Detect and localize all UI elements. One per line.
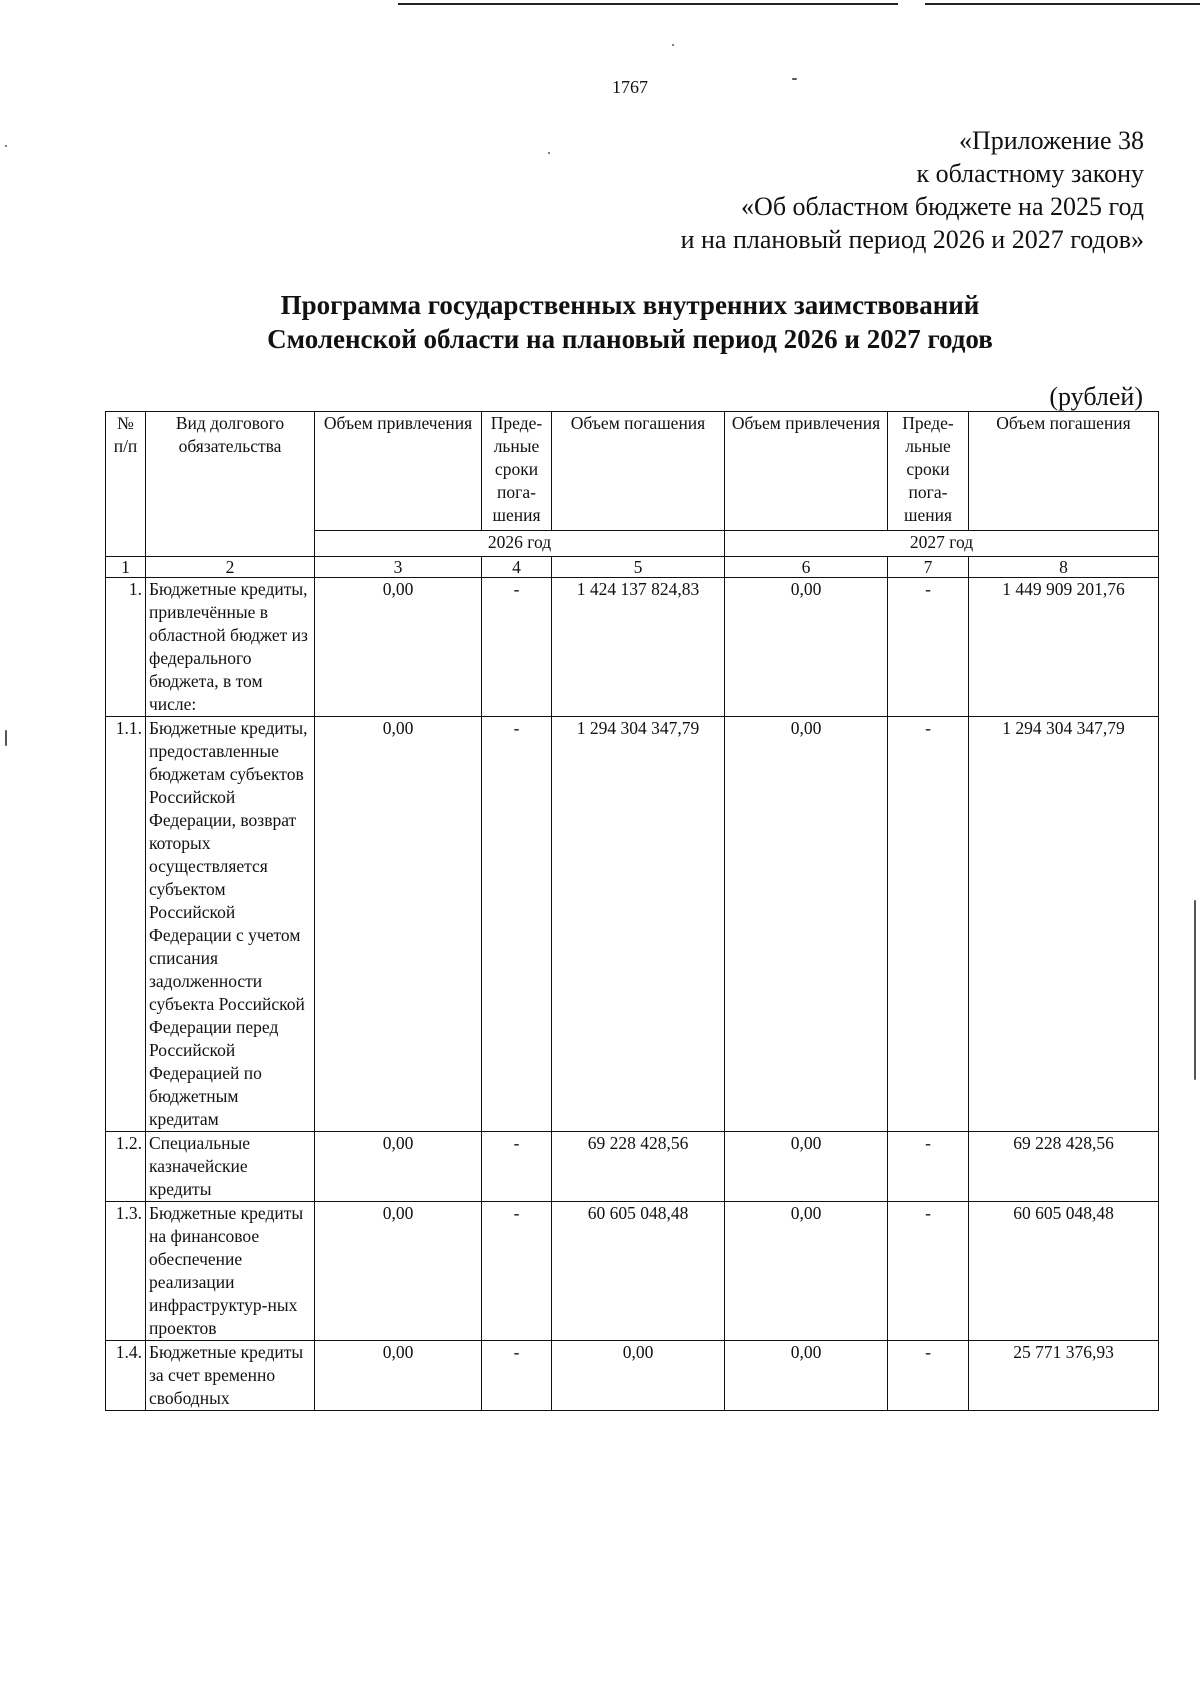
attract-2026: 0,00 bbox=[315, 1132, 482, 1202]
attract-2026: 0,00 bbox=[315, 717, 482, 1132]
debt-type: Специальные казначейские кредиты bbox=[146, 1132, 315, 1202]
scan-speck bbox=[5, 145, 7, 147]
attract-2027: 0,00 bbox=[725, 578, 888, 717]
attract-2027: 0,00 bbox=[725, 1341, 888, 1411]
repay-2026: 1 424 137 824,83 bbox=[552, 578, 725, 717]
table-row bbox=[106, 1341, 1159, 1411]
table-header-row bbox=[106, 412, 1159, 531]
appendix-line: к областному закону bbox=[916, 159, 1144, 188]
column-number: 1 bbox=[106, 557, 146, 578]
scan-speck bbox=[5, 730, 7, 746]
column-number: 5 bbox=[552, 557, 725, 578]
column-number: 7 bbox=[888, 557, 969, 578]
term-2027: - bbox=[888, 717, 969, 1132]
column-number: 3 bbox=[315, 557, 482, 578]
header-num: № п/п bbox=[106, 412, 146, 557]
page-number: 1767 bbox=[612, 77, 648, 97]
column-number: 8 bbox=[969, 557, 1159, 578]
title-line: Программа государственных внутренних заимствований bbox=[280, 290, 980, 320]
attract-2026: 0,00 bbox=[315, 578, 482, 717]
term-2026: - bbox=[482, 1202, 552, 1341]
title-line: Смоленской области на плановый период 2026 и 2027 годов bbox=[267, 324, 993, 354]
repay-2026: 0,00 bbox=[552, 1341, 725, 1411]
term-2026: - bbox=[482, 1341, 552, 1411]
debt-type: Бюджетные кредиты за счет временно свободных bbox=[146, 1341, 315, 1411]
term-2026: - bbox=[482, 1132, 552, 1202]
term-2027: - bbox=[888, 578, 969, 717]
repay-2026: 1 294 304 347,79 bbox=[552, 717, 725, 1132]
table-row bbox=[106, 717, 1159, 1132]
repay-2026: 69 228 428,56 bbox=[552, 1132, 725, 1202]
repay-2027: 25 771 376,93 bbox=[969, 1341, 1159, 1411]
year-2026: 2026 год bbox=[315, 531, 725, 557]
appendix-line: «Об областном бюджете на 2025 год bbox=[741, 192, 1144, 221]
repay-2027: 1 449 909 201,76 bbox=[969, 578, 1159, 717]
attract-2027: 0,00 bbox=[725, 1202, 888, 1341]
header-attract-2026: Объем привлечения bbox=[315, 412, 482, 531]
header-repay-2026: Объем погашения bbox=[552, 412, 725, 531]
row-number: 1.2. bbox=[106, 1132, 146, 1202]
top-rule-right bbox=[925, 3, 1200, 5]
header-attract-2027: Объем привлечения bbox=[725, 412, 888, 531]
term-2027: - bbox=[888, 1341, 969, 1411]
appendix-line: «Приложение 38 bbox=[958, 126, 1144, 155]
repay-2027: 69 228 428,56 bbox=[969, 1132, 1159, 1202]
row-number: 1. bbox=[106, 578, 146, 717]
table-row bbox=[106, 1202, 1159, 1341]
debt-type: Бюджетные кредиты на финансовое обеспечение реализации инфраструктур-ных проектов bbox=[146, 1202, 315, 1341]
scan-speck bbox=[548, 152, 550, 154]
year-2027: 2027 год bbox=[725, 531, 1159, 557]
table-row bbox=[106, 1132, 1159, 1202]
borrowing-table bbox=[105, 411, 1159, 1411]
top-rule bbox=[398, 3, 898, 5]
column-number-row bbox=[106, 557, 1159, 578]
attract-2026: 0,00 bbox=[315, 1341, 482, 1411]
debt-type: Бюджетные кредиты, предоставленные бюджетам субъектов Российской Федерации, возврат которых осуществляется субъектом Российской Федерации с учетом списания задолженности субъекта Российской Федерации перед Российской Федерацией по бюджетным кредитам bbox=[146, 717, 315, 1132]
appendix-line: и на плановый период 2026 и 2027 годов» bbox=[680, 225, 1144, 254]
scan-speck bbox=[672, 44, 674, 46]
term-2027: - bbox=[888, 1202, 969, 1341]
repay-2027: 1 294 304 347,79 bbox=[969, 717, 1159, 1132]
term-2026: - bbox=[482, 717, 552, 1132]
header-repay-2027: Объем погашения bbox=[969, 412, 1159, 531]
row-number: 1.4. bbox=[106, 1341, 146, 1411]
header-term-2026: Преде-льные сроки пога-шения bbox=[482, 412, 552, 531]
column-number: 2 bbox=[146, 557, 315, 578]
appendix-header bbox=[681, 124, 1144, 256]
repay-2026: 60 605 048,48 bbox=[552, 1202, 725, 1341]
units-note: (рублей) bbox=[1049, 382, 1143, 411]
header-term-2027: Преде-льные сроки пога-шения bbox=[888, 412, 969, 531]
attract-2026: 0,00 bbox=[315, 1202, 482, 1341]
column-number: 4 bbox=[482, 557, 552, 578]
column-number: 6 bbox=[725, 557, 888, 578]
debt-type: Бюджетные кредиты, привлечённые в областной бюджет из федерального бюджета, в том числе: bbox=[146, 578, 315, 717]
header-type: Вид долгового обязательства bbox=[146, 412, 315, 557]
table-row bbox=[106, 578, 1159, 717]
row-number: 1.3. bbox=[106, 1202, 146, 1341]
row-number: 1.1. bbox=[106, 717, 146, 1132]
term-2026: - bbox=[482, 578, 552, 717]
attract-2027: 0,00 bbox=[725, 1132, 888, 1202]
scan-speck bbox=[1194, 900, 1196, 1080]
attract-2027: 0,00 bbox=[725, 717, 888, 1132]
document-title bbox=[0, 288, 1200, 356]
term-2027: - bbox=[888, 1132, 969, 1202]
repay-2027: 60 605 048,48 bbox=[969, 1202, 1159, 1341]
